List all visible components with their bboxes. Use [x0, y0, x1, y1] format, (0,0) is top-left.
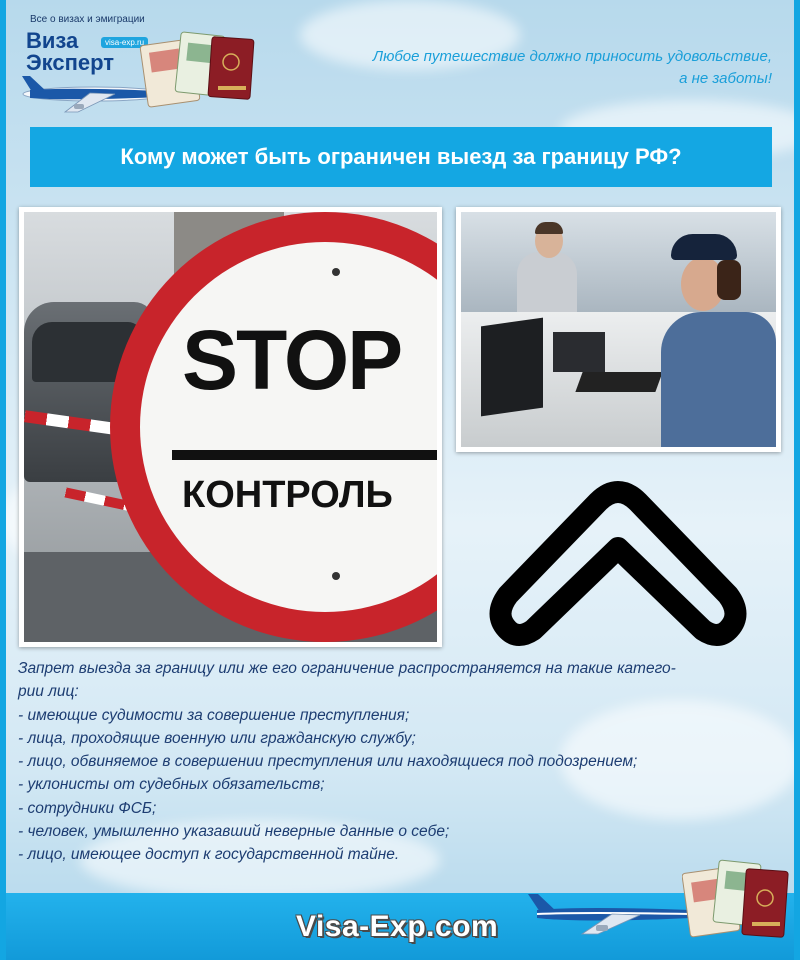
sign-bolt: [332, 268, 340, 276]
footer-site-link[interactable]: Visa-Exp.com: [296, 910, 499, 943]
printer: [553, 332, 605, 372]
list-item: - лица, проходящие военную или гражданскую службу;: [18, 729, 416, 747]
intro-line1: Запрет выезда за границу или же его ограничение распространяется на такие катего-: [18, 660, 676, 677]
officer-woman-hair: [717, 260, 741, 300]
logo-tagline: Все о визах и эмиграции: [30, 14, 145, 25]
page-title: Кому может быть ограничен выезд за границу РФ?: [120, 144, 682, 169]
list-item: - уклонисты от судебных обязательств;: [18, 776, 325, 794]
logo-site: visa-exp.ru: [101, 37, 148, 48]
list-item: - лицо, имеющее доступ к государственной тайне.: [18, 846, 400, 864]
list-item: - имеющие судимости за совершение преступления;: [18, 706, 410, 724]
body-text: [18, 657, 788, 867]
logo-title-line1: Виза: [26, 28, 79, 53]
stop-sign-photo-image: [24, 212, 437, 642]
chevron-up-icon: [468, 460, 768, 660]
officer-man-hair: [535, 222, 563, 234]
officer-woman-cap: [671, 234, 737, 260]
logo[interactable]: [10, 6, 250, 106]
list-item: - лицо, обвиняемое в совершении преступления или находящиеся под подозрением;: [18, 753, 638, 771]
stop-sign-photo: [19, 207, 442, 647]
slogan-line2: а не заботы!: [679, 70, 772, 87]
passport-control-photo: [456, 207, 781, 452]
passport-icon: [682, 856, 792, 946]
logo-title-line2: Эксперт: [26, 50, 115, 75]
stop-sign-face: [140, 242, 437, 612]
officer-woman-body: [661, 312, 776, 447]
stop-sign-word1: STOP: [182, 313, 402, 407]
sign-bolt: [332, 572, 340, 580]
passport-control-photo-image: [461, 212, 776, 447]
intro-line2: рии лиц:: [18, 683, 79, 701]
list-item: - сотрудники ФСБ;: [18, 799, 157, 817]
title-bar: [30, 127, 772, 187]
slogan-line1: Любое путешествие должно приносить удовольствие,: [372, 48, 772, 65]
keyboard: [575, 372, 662, 392]
list-item: - человек, умышленно указавший неверные данные о себе;: [18, 823, 450, 841]
stop-sign-line: [172, 450, 437, 460]
monitor: [481, 318, 543, 417]
passport-icon: [138, 28, 258, 108]
stop-sign-word2: КОНТРОЛЬ: [182, 474, 393, 516]
slogan: [373, 46, 772, 90]
